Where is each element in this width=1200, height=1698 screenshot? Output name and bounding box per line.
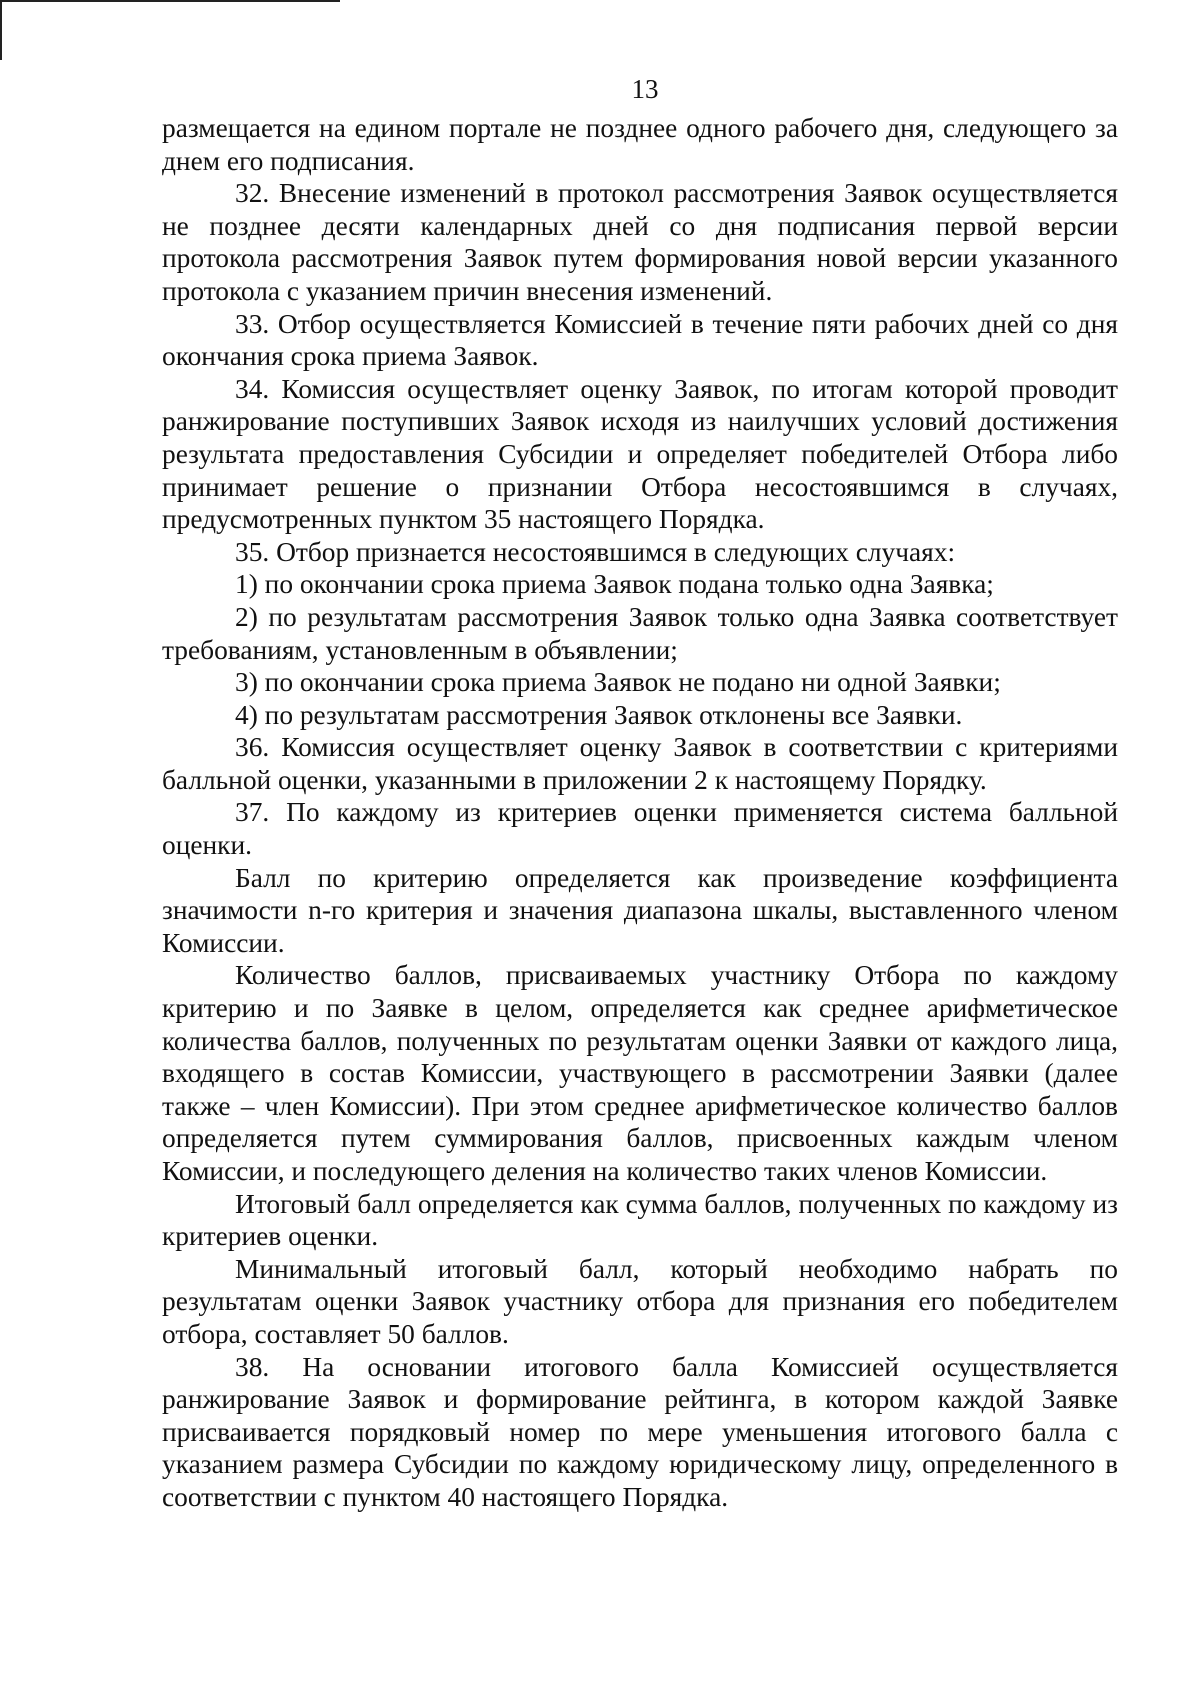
scan-edge-line bbox=[0, 0, 2, 60]
list-item-35-1: 1) по окончании срока приема Заявок подана только одна Заявка; bbox=[235, 569, 994, 600]
paragraph-score-average: Количество баллов, присваиваемых участнику Отбора по каждому критерию и по Заявке в целом, определяется как среднее арифметическое количества баллов, полученных по результатам оценки Заявки от каждого лица, входящего в состав Комиссии, участвующего в рассмотрении Заявки (далее также – член Комиссии). При этом среднее арифметическое количество баллов определяется путем суммирования баллов, присвоенных каждым членом Комиссии, и последующего деления на количество таких членов Комиссии. bbox=[162, 960, 1118, 1186]
paragraph-item-34: 34. Комиссия осуществляет оценку Заявок, по итогам которой проводит ранжирование поступивших Заявок исходя из наилучших условий достижения результата предоставления Субсидии и определяет победителей Отбора либо принимает решение о признании Отбора несостоявшимся в случаях, предусмотренных пунктом 35 настоящего Порядка. bbox=[162, 373, 1118, 535]
scan-edge-line bbox=[0, 0, 340, 2]
paragraph-item-36: 36. Комиссия осуществляет оценку Заявок в соответствии с критериями балльной оценки, указанными в приложении 2 к настоящему Порядку. bbox=[162, 732, 1118, 795]
paragraph-item-38: 38. На основании итогового балла Комиссией осуществляется ранжирование Заявок и формирование рейтинга, в котором каждой Заявке присваивается порядковый номер по мере уменьшения итогового балла с указанием размера Субсидии по каждому юридическому лицу, определенного в соответствии с пунктом 40 настоящего Порядка. bbox=[162, 1351, 1118, 1512]
paragraph-continuation: размещается на едином портале не позднее одного рабочего дня, следующего за днем его подписания. bbox=[162, 113, 1118, 176]
list-item-35-4: 4) по результатам рассмотрения Заявок отклонены все Заявки. bbox=[235, 699, 963, 730]
paragraph-item-35: 35. Отбор признается несостоявшимся в следующих случаях: bbox=[235, 536, 956, 567]
list-item-35-2: 2) по результатам рассмотрения Заявок только одна Заявка соответствует требованиям, установленным в объявлении; bbox=[162, 601, 1118, 665]
page-number: 13 bbox=[631, 74, 659, 104]
paragraph-minimum-score: Минимальный итоговый балл, который необходимо набрать по результатам оценки Заявок участнику отбора для признания его победителем отбора, составляет 50 баллов. bbox=[162, 1253, 1118, 1349]
paragraph-item-37: 37. По каждому из критериев оценки применяется система балльной оценки. bbox=[162, 797, 1118, 861]
paragraph-item-33: 33. Отбор осуществляется Комиссией в течение пяти рабочих дней со дня окончания срока приема Заявок. bbox=[162, 308, 1118, 372]
paragraph-score-definition: Балл по критерию определяется как произведение коэффициента значимости n-го критерия и значения диапазона шкалы, выставленного членом Комиссии. bbox=[162, 862, 1118, 958]
paragraph-item-32: 32. Внесение изменений в протокол рассмотрения Заявок осуществляется не позднее десяти календарных дней со дня подписания первой версии протокола рассмотрения Заявок путем формирования новой версии указанного протокола с указанием причин внесения изменений. bbox=[162, 178, 1118, 306]
list-item-35-3: 3) по окончании срока приема Заявок не подано ни одной Заявки; bbox=[235, 667, 1001, 698]
document-body bbox=[162, 112, 1118, 1514]
paragraph-final-score: Итоговый балл определяется как сумма баллов, полученных по каждому из критериев оценки. bbox=[162, 1188, 1118, 1252]
